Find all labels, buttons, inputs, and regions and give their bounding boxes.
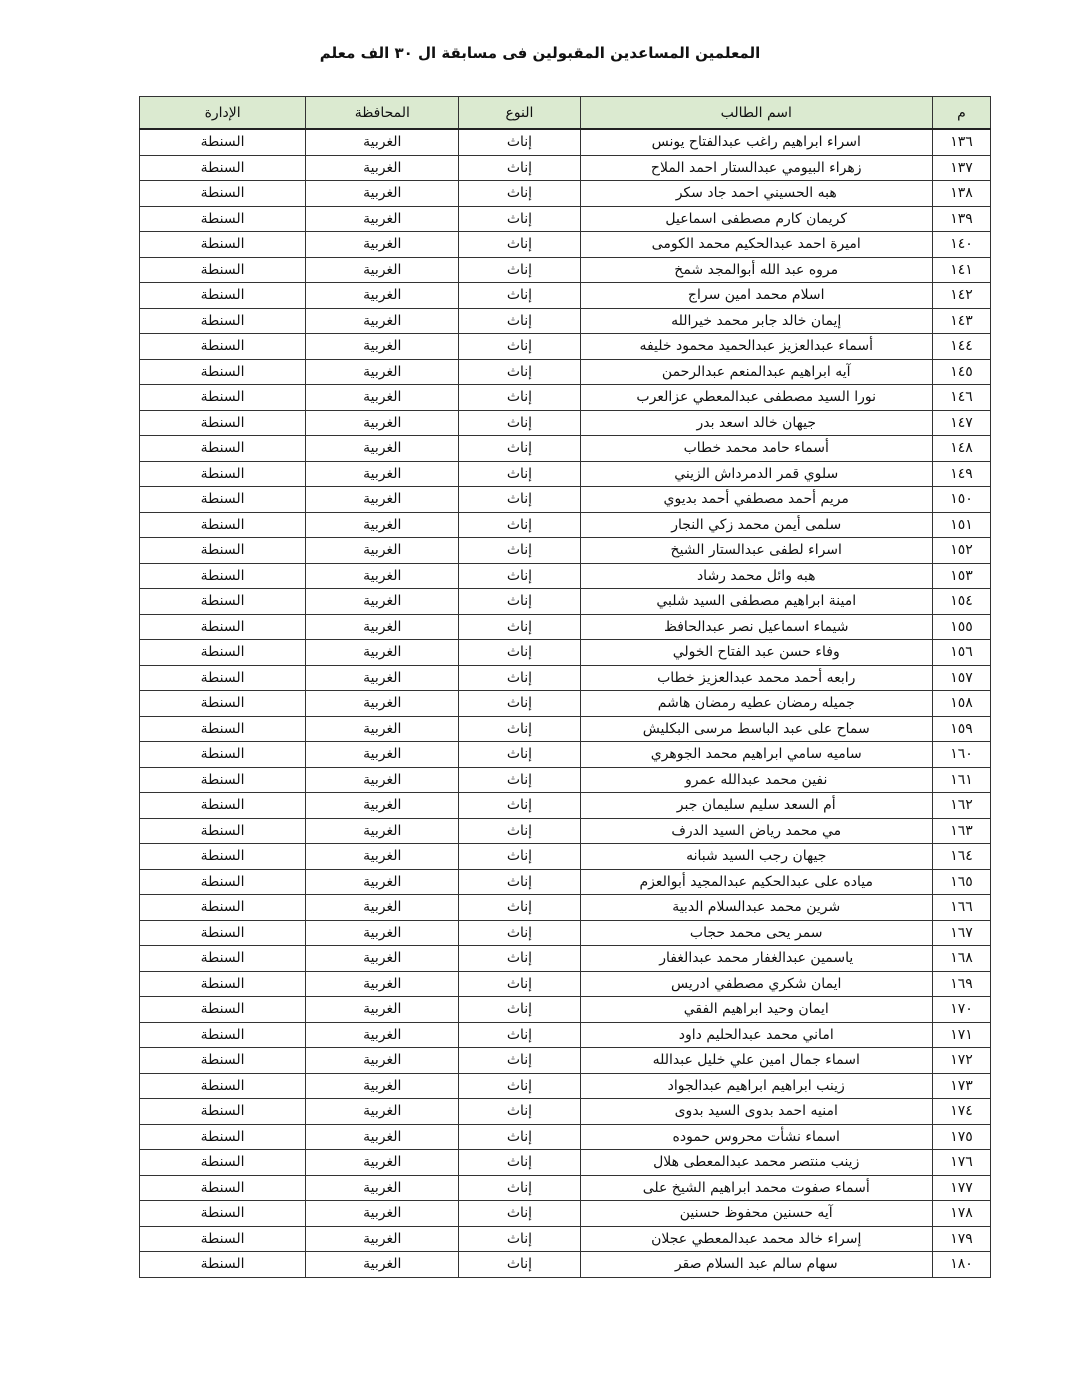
cell-student-name: ايمان وحيد ابراهيم الفقي (580, 997, 932, 1023)
cell-number: ١٤٩ (932, 461, 990, 487)
cell-number: ١٥٧ (932, 665, 990, 691)
cell-student-name: جيهان خالد اسعد بدر (580, 410, 932, 436)
cell-number: ١٧٢ (932, 1048, 990, 1074)
cell-gender: إناث (459, 869, 580, 895)
table-row (140, 767, 991, 793)
cell-gender: إناث (459, 563, 580, 589)
cell-gender: إناث (459, 818, 580, 844)
cell-number: ١٦٧ (932, 920, 990, 946)
cell-gender: إناث (459, 257, 580, 283)
cell-student-name: هبه الحسيني احمد جاد سكر (580, 181, 932, 207)
cell-student-name: زينب ابراهيم ابراهيم عبدالجواد (580, 1073, 932, 1099)
table-row (140, 818, 991, 844)
students-table (139, 96, 991, 1278)
table-row (140, 971, 991, 997)
cell-number: ١٧٠ (932, 997, 990, 1023)
cell-number: ١٤٤ (932, 334, 990, 360)
cell-number: ١٦٠ (932, 742, 990, 768)
cell-administration: السنطة (140, 844, 306, 870)
cell-gender: إناث (459, 716, 580, 742)
cell-gender: إناث (459, 334, 580, 360)
table-row (140, 1150, 991, 1176)
cell-administration: السنطة (140, 308, 306, 334)
cell-governorate: الغربية (306, 1201, 459, 1227)
cell-number: ١٤٢ (932, 283, 990, 309)
cell-student-name: شرين محمد عبدالسلام الدبية (580, 895, 932, 921)
cell-administration: السنطة (140, 410, 306, 436)
cell-governorate: الغربية (306, 1124, 459, 1150)
cell-governorate: الغربية (306, 767, 459, 793)
cell-administration: السنطة (140, 895, 306, 921)
cell-governorate: الغربية (306, 487, 459, 513)
cell-student-name: أم السعد سليم سليمان جبر (580, 793, 932, 819)
column-header-name: اسم الطالب (580, 97, 932, 130)
cell-number: ١٦٩ (932, 971, 990, 997)
cell-gender: إناث (459, 691, 580, 717)
table-row (140, 385, 991, 411)
cell-gender: إناث (459, 920, 580, 946)
cell-governorate: الغربية (306, 665, 459, 691)
cell-governorate: الغربية (306, 257, 459, 283)
cell-number: ١٧١ (932, 1022, 990, 1048)
cell-number: ١٧٩ (932, 1226, 990, 1252)
cell-number: ١٧٥ (932, 1124, 990, 1150)
cell-administration: السنطة (140, 640, 306, 666)
cell-gender: إناث (459, 206, 580, 232)
cell-number: ١٥٣ (932, 563, 990, 589)
cell-governorate: الغربية (306, 793, 459, 819)
table-row (140, 1124, 991, 1150)
table-header (140, 97, 991, 130)
cell-student-name: مروه عبد الله أبوالمجد شمخ (580, 257, 932, 283)
table-row (140, 997, 991, 1023)
table-row (140, 589, 991, 615)
cell-governorate: الغربية (306, 129, 459, 155)
table-row (140, 410, 991, 436)
cell-number: ١٣٦ (932, 129, 990, 155)
table-row (140, 1175, 991, 1201)
cell-student-name: جميله رمضان عطيه رمضان هاشم (580, 691, 932, 717)
cell-number: ١٥٨ (932, 691, 990, 717)
header-row (140, 97, 991, 130)
cell-number: ١٤٧ (932, 410, 990, 436)
cell-governorate: الغربية (306, 1175, 459, 1201)
cell-number: ١٥٢ (932, 538, 990, 564)
cell-student-name: آيه ابراهيم عبدالمنعم عبدالرحمن (580, 359, 932, 385)
cell-administration: السنطة (140, 818, 306, 844)
table-row (140, 665, 991, 691)
cell-number: ١٣٨ (932, 181, 990, 207)
cell-governorate: الغربية (306, 385, 459, 411)
cell-administration: السنطة (140, 869, 306, 895)
cell-gender: إناث (459, 767, 580, 793)
cell-governorate: الغربية (306, 614, 459, 640)
cell-governorate: الغربية (306, 232, 459, 258)
cell-governorate: الغربية (306, 1073, 459, 1099)
column-header-number: م (932, 97, 990, 130)
cell-gender: إناث (459, 512, 580, 538)
cell-student-name: اسلام محمد امين سراج (580, 283, 932, 309)
cell-governorate: الغربية (306, 1099, 459, 1125)
cell-administration: السنطة (140, 1201, 306, 1227)
cell-governorate: الغربية (306, 716, 459, 742)
cell-gender: إناث (459, 997, 580, 1023)
cell-gender: إناث (459, 155, 580, 181)
cell-student-name: آيه حسنين محفوظ حسنين (580, 1201, 932, 1227)
cell-governorate: الغربية (306, 436, 459, 462)
cell-number: ١٧٤ (932, 1099, 990, 1125)
table-row (140, 1252, 991, 1278)
cell-number: ١٣٩ (932, 206, 990, 232)
cell-gender: إناث (459, 971, 580, 997)
cell-governorate: الغربية (306, 920, 459, 946)
cell-governorate: الغربية (306, 997, 459, 1023)
cell-administration: السنطة (140, 614, 306, 640)
cell-gender: إناث (459, 487, 580, 513)
cell-student-name: اسراء لطفى عبدالستار الشيخ (580, 538, 932, 564)
cell-number: ١٤٠ (932, 232, 990, 258)
table-row (140, 1226, 991, 1252)
cell-gender: إناث (459, 181, 580, 207)
cell-governorate: الغربية (306, 869, 459, 895)
cell-number: ١٦٤ (932, 844, 990, 870)
cell-administration: السنطة (140, 716, 306, 742)
cell-student-name: جيهان رجب السيد شبانه (580, 844, 932, 870)
cell-gender: إناث (459, 129, 580, 155)
cell-student-name: إيمان خالد جابر محمد خيرالله (580, 308, 932, 334)
cell-number: ١٧٦ (932, 1150, 990, 1176)
cell-student-name: سلوي قمر الدمرداش الزيني (580, 461, 932, 487)
cell-governorate: الغربية (306, 844, 459, 870)
cell-gender: إناث (459, 1175, 580, 1201)
cell-student-name: اميرة احمد عبدالحكيم محمد الكومى (580, 232, 932, 258)
cell-administration: السنطة (140, 946, 306, 972)
cell-administration: السنطة (140, 257, 306, 283)
cell-administration: السنطة (140, 1175, 306, 1201)
table-row (140, 512, 991, 538)
cell-gender: إناث (459, 895, 580, 921)
cell-governorate: الغربية (306, 946, 459, 972)
cell-student-name: نفين محمد عبدالله عمرو (580, 767, 932, 793)
cell-administration: السنطة (140, 665, 306, 691)
column-header-governorate: المحافظة (306, 97, 459, 130)
cell-student-name: شيماء اسماعيل نصر عبدالحافظ (580, 614, 932, 640)
cell-governorate: الغربية (306, 308, 459, 334)
cell-gender: إناث (459, 232, 580, 258)
cell-student-name: سهام سالم عبد السلام صقر (580, 1252, 932, 1278)
table-row (140, 461, 991, 487)
cell-administration: السنطة (140, 793, 306, 819)
table-row (140, 563, 991, 589)
cell-gender: إناث (459, 308, 580, 334)
cell-gender: إناث (459, 1099, 580, 1125)
cell-governorate: الغربية (306, 410, 459, 436)
cell-gender: إناث (459, 538, 580, 564)
cell-gender: إناث (459, 1022, 580, 1048)
cell-governorate: الغربية (306, 181, 459, 207)
cell-administration: السنطة (140, 487, 306, 513)
cell-governorate: الغربية (306, 155, 459, 181)
cell-number: ١٨٠ (932, 1252, 990, 1278)
cell-number: ١٧٧ (932, 1175, 990, 1201)
cell-administration: السنطة (140, 283, 306, 309)
cell-administration: السنطة (140, 512, 306, 538)
cell-gender: إناث (459, 410, 580, 436)
table-row (140, 181, 991, 207)
cell-gender: إناث (459, 946, 580, 972)
cell-governorate: الغربية (306, 512, 459, 538)
cell-number: ١٥٩ (932, 716, 990, 742)
cell-administration: السنطة (140, 385, 306, 411)
cell-student-name: مي محمد رياض السيد الدرف (580, 818, 932, 844)
cell-student-name: سمر يحى محمد حجاب (580, 920, 932, 946)
cell-number: ١٧٨ (932, 1201, 990, 1227)
cell-administration: السنطة (140, 1124, 306, 1150)
cell-governorate: الغربية (306, 334, 459, 360)
cell-student-name: امنيه احمد بدوى السيد بدوى (580, 1099, 932, 1125)
table-row (140, 1099, 991, 1125)
cell-number: ١٧٣ (932, 1073, 990, 1099)
cell-number: ١٥١ (932, 512, 990, 538)
cell-gender: إناث (459, 614, 580, 640)
cell-gender: إناث (459, 665, 580, 691)
cell-gender: إناث (459, 359, 580, 385)
cell-administration: السنطة (140, 461, 306, 487)
cell-gender: إناث (459, 436, 580, 462)
table-row (140, 1201, 991, 1227)
cell-governorate: الغربية (306, 538, 459, 564)
cell-gender: إناث (459, 1150, 580, 1176)
table-row (140, 844, 991, 870)
cell-administration: السنطة (140, 1150, 306, 1176)
column-header-gender: النوع (459, 97, 580, 130)
cell-gender: إناث (459, 844, 580, 870)
table-row (140, 691, 991, 717)
table-row (140, 742, 991, 768)
cell-gender: إناث (459, 1124, 580, 1150)
cell-student-name: ايمان شكري مصطفي ادريس (580, 971, 932, 997)
cell-administration: السنطة (140, 436, 306, 462)
cell-gender: إناث (459, 1226, 580, 1252)
cell-governorate: الغربية (306, 1150, 459, 1176)
table-row (140, 614, 991, 640)
cell-administration: السنطة (140, 181, 306, 207)
cell-number: ١٥٤ (932, 589, 990, 615)
cell-administration: السنطة (140, 129, 306, 155)
cell-governorate: الغربية (306, 563, 459, 589)
cell-student-name: سماح على عبد الباسط مرسى البكليش (580, 716, 932, 742)
cell-number: ١٤٨ (932, 436, 990, 462)
cell-governorate: الغربية (306, 1252, 459, 1278)
table-row (140, 308, 991, 334)
cell-number: ١٦٦ (932, 895, 990, 921)
cell-number: ١٦٥ (932, 869, 990, 895)
table-row (140, 232, 991, 258)
cell-administration: السنطة (140, 1048, 306, 1074)
cell-gender: إناث (459, 589, 580, 615)
cell-gender: إناث (459, 793, 580, 819)
table-body (140, 129, 991, 1277)
cell-gender: إناث (459, 1073, 580, 1099)
cell-student-name: اماني محمد عبدالحليم داود (580, 1022, 932, 1048)
table-row (140, 920, 991, 946)
table-row (140, 640, 991, 666)
cell-student-name: امينة ابراهيم مصطفى السيد شلبي (580, 589, 932, 615)
table-row (140, 487, 991, 513)
cell-student-name: كريمان كارم مصطفى اسماعيل (580, 206, 932, 232)
cell-number: ١٥٦ (932, 640, 990, 666)
cell-administration: السنطة (140, 563, 306, 589)
cell-number: ١٥٠ (932, 487, 990, 513)
cell-administration: السنطة (140, 155, 306, 181)
cell-student-name: إسراء خالد محمد عبدالمعطي عجلان (580, 1226, 932, 1252)
cell-administration: السنطة (140, 589, 306, 615)
column-header-administration: الإدارة (140, 97, 306, 130)
table-row (140, 793, 991, 819)
cell-administration: السنطة (140, 1022, 306, 1048)
cell-administration: السنطة (140, 206, 306, 232)
cell-student-name: ياسمين عبدالغفار محمد عبدالغفار (580, 946, 932, 972)
cell-student-name: زينب منتصر محمد عبدالمعطى هلال (580, 1150, 932, 1176)
cell-gender: إناث (459, 640, 580, 666)
cell-student-name: ساميه سامي ابراهيم محمد الجوهري (580, 742, 932, 768)
cell-student-name: مياده على عبدالحكيم عبدالمجيد أبوالعزم (580, 869, 932, 895)
cell-number: ١٦٢ (932, 793, 990, 819)
table-row (140, 538, 991, 564)
cell-number: ١٤٥ (932, 359, 990, 385)
table-row (140, 359, 991, 385)
page-title: المعلمين المساعدين المقبولين فى مسابقة ال ٣٠ الف معلم (319, 44, 761, 62)
cell-gender: إناث (459, 385, 580, 411)
cell-number: ١٥٥ (932, 614, 990, 640)
table-row (140, 155, 991, 181)
cell-student-name: اسماء جمال امين علي خليل عبدالله (580, 1048, 932, 1074)
cell-number: ١٤١ (932, 257, 990, 283)
cell-student-name: أسماء عبدالعزيز عبدالحميد محمود خليفه (580, 334, 932, 360)
cell-governorate: الغربية (306, 742, 459, 768)
table-row (140, 946, 991, 972)
cell-administration: السنطة (140, 1252, 306, 1278)
table-row (140, 1048, 991, 1074)
cell-gender: إناث (459, 1201, 580, 1227)
cell-administration: السنطة (140, 971, 306, 997)
table-row (140, 1073, 991, 1099)
cell-student-name: اسراء ابراهيم راغب عبدالفتاح يونس (580, 129, 932, 155)
cell-governorate: الغربية (306, 1226, 459, 1252)
cell-administration: السنطة (140, 997, 306, 1023)
cell-student-name: أسماء صفوت محمد ابراهيم الشيخ على (580, 1175, 932, 1201)
cell-student-name: اسماء نشأت محروس حموده (580, 1124, 932, 1150)
cell-gender: إناث (459, 742, 580, 768)
cell-governorate: الغربية (306, 818, 459, 844)
cell-student-name: أسماء حامد محمد خطاب (580, 436, 932, 462)
cell-number: ١٦١ (932, 767, 990, 793)
cell-governorate: الغربية (306, 589, 459, 615)
cell-student-name: هبه وائل محمد رشاد (580, 563, 932, 589)
cell-administration: السنطة (140, 920, 306, 946)
cell-student-name: رابعه أحمد محمد عبدالعزيز خطاب (580, 665, 932, 691)
cell-gender: إناث (459, 1252, 580, 1278)
cell-governorate: الغربية (306, 971, 459, 997)
cell-gender: إناث (459, 283, 580, 309)
table-row (140, 436, 991, 462)
table-row (140, 206, 991, 232)
table-row (140, 334, 991, 360)
cell-administration: السنطة (140, 538, 306, 564)
cell-administration: السنطة (140, 1073, 306, 1099)
cell-governorate: الغربية (306, 691, 459, 717)
cell-administration: السنطة (140, 232, 306, 258)
cell-student-name: نورا السيد مصطفى عبدالمعطي عزالعرب (580, 385, 932, 411)
cell-administration: السنطة (140, 1226, 306, 1252)
table-row (140, 869, 991, 895)
cell-number: ١٣٧ (932, 155, 990, 181)
table-row (140, 895, 991, 921)
cell-administration: السنطة (140, 767, 306, 793)
cell-administration: السنطة (140, 1099, 306, 1125)
cell-governorate: الغربية (306, 1022, 459, 1048)
cell-student-name: وفاء حسن عبد الفتاح الخولي (580, 640, 932, 666)
cell-governorate: الغربية (306, 283, 459, 309)
cell-number: ١٤٣ (932, 308, 990, 334)
cell-governorate: الغربية (306, 461, 459, 487)
cell-administration: السنطة (140, 359, 306, 385)
cell-governorate: الغربية (306, 206, 459, 232)
cell-gender: إناث (459, 1048, 580, 1074)
table-row (140, 257, 991, 283)
table-row (140, 283, 991, 309)
cell-governorate: الغربية (306, 640, 459, 666)
cell-administration: السنطة (140, 691, 306, 717)
cell-governorate: الغربية (306, 895, 459, 921)
cell-administration: السنطة (140, 334, 306, 360)
cell-number: ١٦٣ (932, 818, 990, 844)
table-row (140, 129, 991, 155)
cell-number: ١٤٦ (932, 385, 990, 411)
cell-governorate: الغربية (306, 1048, 459, 1074)
cell-administration: السنطة (140, 742, 306, 768)
cell-number: ١٦٨ (932, 946, 990, 972)
cell-governorate: الغربية (306, 359, 459, 385)
table-row (140, 1022, 991, 1048)
cell-gender: إناث (459, 461, 580, 487)
cell-student-name: زهراء البيومي عبدالستار احمد الملاح (580, 155, 932, 181)
table-row (140, 716, 991, 742)
cell-student-name: سلمى أيمن محمد زكي النجار (580, 512, 932, 538)
cell-student-name: مريم أحمد مصطفي أحمد بديوي (580, 487, 932, 513)
